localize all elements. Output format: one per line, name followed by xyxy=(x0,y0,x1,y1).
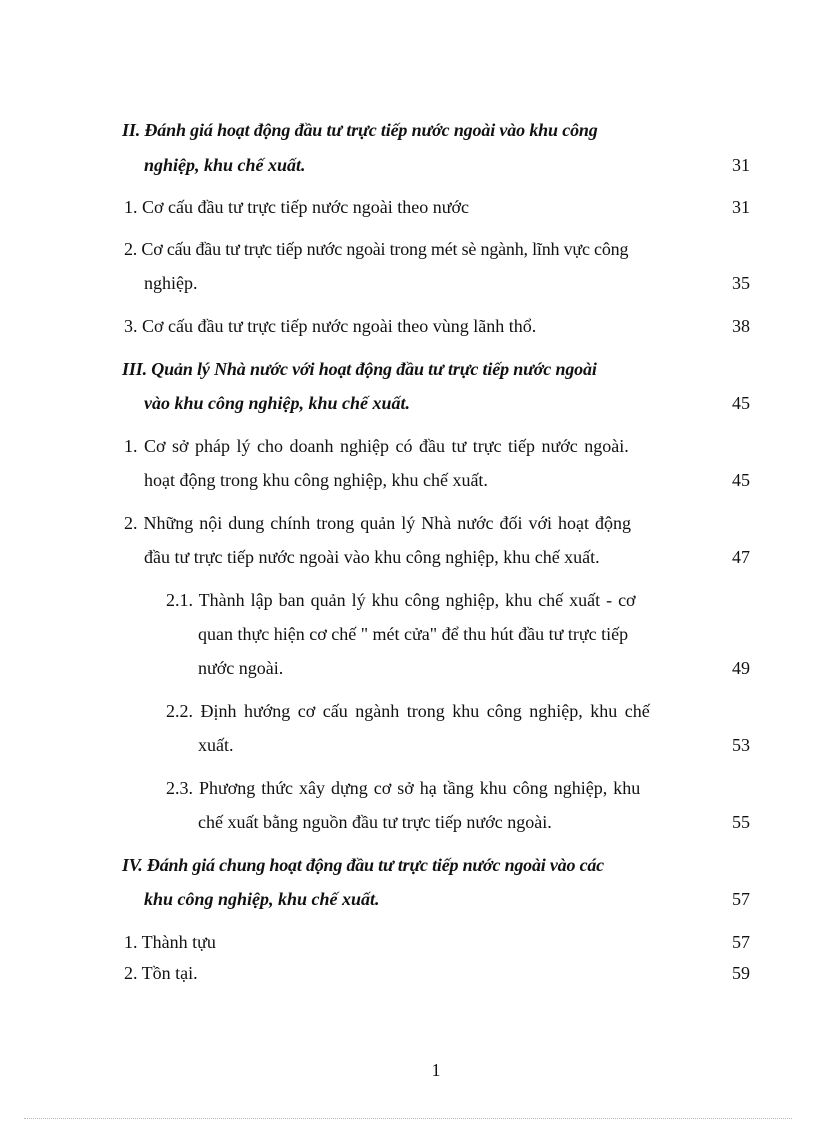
toc-entry-line: 2. Những nội dung chính trong quản lý Nhà nước đối với hoạt động xyxy=(124,513,631,533)
toc-page-number: 45 xyxy=(732,470,750,490)
toc-page-number: 38 xyxy=(732,316,750,336)
toc-entry-line: đầu tư trực tiếp nước ngoài vào khu công nghiệp, khu chế xuất. xyxy=(144,547,600,567)
toc-entry-line: nghiệp, khu chế xuất. xyxy=(144,155,306,175)
page-bottom-divider xyxy=(24,1118,792,1119)
toc-page-number: 31 xyxy=(732,155,750,175)
toc-entry-line: nước ngoài. xyxy=(198,658,284,678)
toc-entry-line: chế xuất bằng nguồn đầu tư trực tiếp nước ngoài. xyxy=(198,812,552,832)
toc-entry-line: 1. Cơ cấu đầu tư trực tiếp nước ngoài theo nước xyxy=(124,197,469,217)
toc-entry-line: 2. Cơ cấu đầu tư trực tiếp nước ngoài trong mét sè ngành, lĩnh vực công xyxy=(124,239,629,259)
toc-entry-line: 2.3. Phương thức xây dựng cơ sở hạ tầng khu công nghiệp, khu xyxy=(166,778,641,798)
toc-entry-line: quan thực hiện cơ chế " mét cửa" để thu hút đầu tư trực tiếp xyxy=(198,624,629,644)
toc-page-number: 59 xyxy=(732,963,750,983)
toc-entry-line: vào khu công nghiệp, khu chế xuất. xyxy=(144,393,411,413)
toc-page-number: 49 xyxy=(732,658,750,678)
toc-page-number: 57 xyxy=(732,889,750,909)
toc-page-number: 55 xyxy=(732,812,750,832)
toc-entry-line: II. Đánh giá hoạt động đầu tư trực tiếp nước ngoài vào khu công xyxy=(122,120,598,140)
toc-page-number: 31 xyxy=(732,197,750,217)
toc-entry-line: III. Quản lý Nhà nước với hoạt động đầu tư trực tiếp nước ngoài xyxy=(122,359,597,379)
toc-entry-line: nghiệp. xyxy=(144,273,198,293)
page-footer-number: 1 xyxy=(431,1060,441,1080)
toc-page-number: 45 xyxy=(732,393,750,413)
toc-entry-line: 1. Thành tựu xyxy=(124,932,216,952)
toc-entry-line: 3. Cơ cấu đầu tư trực tiếp nước ngoài theo vùng lãnh thổ. xyxy=(124,316,537,336)
toc-entry-line: khu công nghiệp, khu chế xuất. xyxy=(144,889,380,909)
toc-page-number: 47 xyxy=(732,547,750,567)
toc-entry-line: 2.2. Định hướng cơ cấu ngành trong khu công nghiệp, khu chế xyxy=(166,701,650,721)
toc-entry-line: 2. Tồn tại. xyxy=(124,963,198,983)
toc-entry-line: hoạt động trong khu công nghiệp, khu chế xuất. xyxy=(144,470,488,490)
toc-entry-line: 2.1. Thành lập ban quản lý khu công nghiệp, khu chế xuất - cơ xyxy=(166,590,636,610)
toc-page-number: 53 xyxy=(732,735,750,755)
toc-entry-line: 1. Cơ sở pháp lý cho doanh nghiệp có đầu tư trực tiếp nước ngoài. xyxy=(124,436,629,456)
toc-entry-line: IV. Đánh giá chung hoạt động đầu tư trực tiếp nước ngoài vào các xyxy=(122,855,604,875)
toc-page-number: 35 xyxy=(732,273,750,293)
toc-entry-line: xuất. xyxy=(198,735,234,755)
toc-page-number: 57 xyxy=(732,932,750,952)
